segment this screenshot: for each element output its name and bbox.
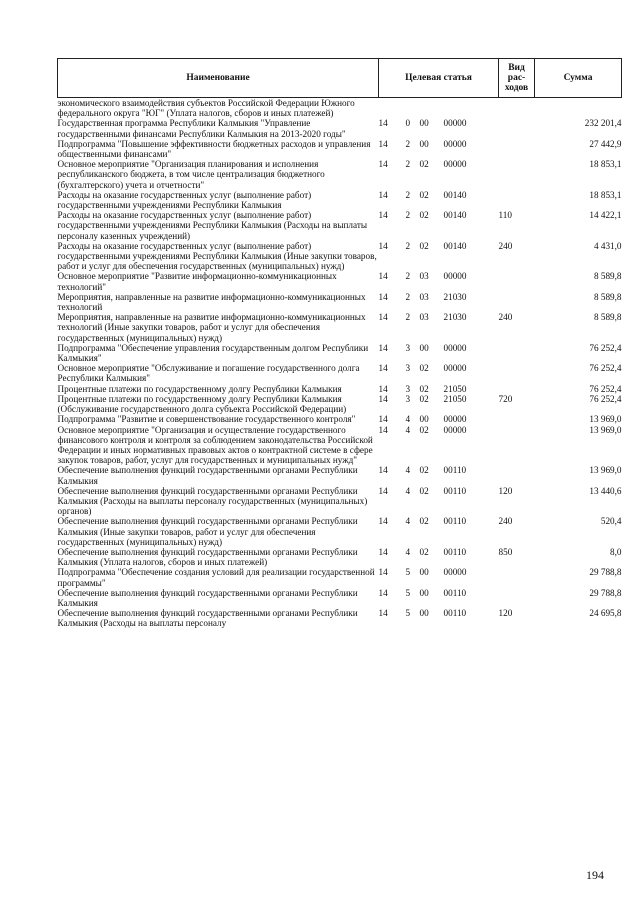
row-expense-type bbox=[499, 98, 535, 119]
row-program-code: 14 bbox=[378, 210, 388, 221]
header-sum: Сумма bbox=[535, 59, 622, 98]
row-activity-code: 00 bbox=[419, 608, 429, 619]
row-direction-code: 21030 bbox=[443, 312, 467, 323]
row-sum: 76 252,4 bbox=[589, 383, 622, 394]
row-direction-code: 21030 bbox=[443, 291, 467, 302]
row-name: Расходы на оказание государственных услуг (выполнение работ) государственными учреждениями Республики Калмыкия (Иные закупки товаров, работ и услуг для обеспечения государственных (муниципальных) нужд) bbox=[57, 240, 377, 272]
table-row bbox=[58, 118, 622, 138]
header-expense-type bbox=[499, 59, 535, 98]
row-expense-type bbox=[499, 139, 535, 159]
row-sum: 4 431,0 bbox=[593, 240, 622, 251]
row-subprogram-code: 4 bbox=[405, 546, 411, 557]
row-subprogram-code: 2 bbox=[405, 159, 411, 170]
row-direction-code: 21050 bbox=[443, 393, 467, 404]
table-row bbox=[58, 394, 622, 414]
row-sum: 13 440,6 bbox=[589, 485, 622, 496]
row-program-code: 14 bbox=[378, 118, 388, 129]
row-expense-type bbox=[499, 588, 535, 608]
table-row bbox=[58, 425, 622, 466]
table-row bbox=[58, 486, 622, 517]
row-activity-code: 00 bbox=[419, 567, 429, 578]
row-subprogram-code: 5 bbox=[405, 567, 411, 578]
row-direction-code: 00000 bbox=[443, 424, 467, 435]
row-direction-code: 00140 bbox=[443, 240, 467, 251]
table-row bbox=[58, 547, 622, 567]
row-subprogram-code: 2 bbox=[405, 210, 411, 221]
row-activity-code: 00 bbox=[419, 118, 429, 129]
row-activity-code: 00 bbox=[419, 342, 429, 353]
row-program-code: 14 bbox=[378, 159, 388, 170]
row-name: Обеспечение выполнения функций государственными органами Республики Калмыкия (Расходы на выплаты персоналу bbox=[57, 608, 358, 629]
row-program-code: 14 bbox=[378, 383, 388, 394]
row-subprogram-code: 0 bbox=[405, 118, 411, 129]
table-row bbox=[58, 139, 622, 159]
table-row bbox=[58, 363, 622, 383]
row-program-code: 14 bbox=[378, 240, 388, 251]
row-direction-code: 00000 bbox=[443, 138, 467, 149]
row-subprogram-code: 2 bbox=[405, 271, 411, 282]
row-name: экономического взаимодействия субъектов Российской Федерации Южного федерального округа "ЮГ" (Уплата налогов, сборов и иных платежей) bbox=[57, 98, 355, 119]
row-direction-code: 00000 bbox=[443, 567, 467, 578]
row-name: Подпрограмма "Повышение эффективности бюджетных расходов и управления общественными финансами" bbox=[57, 138, 371, 160]
row-activity-code: 03 bbox=[419, 312, 429, 323]
row-subprogram-code: 4 bbox=[405, 485, 411, 496]
row-activity-code: 02 bbox=[419, 159, 429, 170]
table-row bbox=[58, 567, 622, 587]
row-subprogram-code: 4 bbox=[405, 465, 411, 476]
header-target-article: Целевая статья bbox=[379, 59, 499, 98]
row-sum: 14 422,1 bbox=[589, 210, 622, 221]
row-expense-type bbox=[499, 567, 535, 587]
row-name: Основное мероприятие "Организация планирования и исполнения республиканского бюджета, в том числе централизация бюджетного (бухгалтерского) учета и отчетности" bbox=[57, 159, 325, 190]
row-direction-code bbox=[444, 98, 499, 119]
row-activity-code bbox=[420, 98, 444, 119]
row-subprogram-code: 3 bbox=[405, 383, 411, 394]
row-direction-code: 00140 bbox=[443, 210, 467, 221]
row-direction-code: 00000 bbox=[443, 414, 467, 425]
row-program-code: 14 bbox=[378, 363, 388, 374]
row-name: Обеспечение выполнения функций государственными органами Республики Калмыкия bbox=[57, 465, 358, 486]
row-program-code: 14 bbox=[378, 291, 388, 302]
row-expense-type bbox=[499, 414, 535, 424]
row-expense-type bbox=[499, 292, 535, 312]
page-number: 194 bbox=[586, 868, 604, 882]
row-expense-type: 240 bbox=[498, 516, 513, 527]
row-expense-type: 240 bbox=[498, 312, 513, 323]
row-name: Основное мероприятие "Обслуживание и погашение государственного долга Республики Калмыкия" bbox=[57, 363, 360, 384]
row-subprogram-code: 2 bbox=[405, 312, 411, 323]
row-expense-type bbox=[499, 271, 535, 291]
row-direction-code: 00110 bbox=[443, 465, 467, 476]
row-activity-code: 02 bbox=[419, 516, 429, 527]
table-row bbox=[58, 343, 622, 363]
row-name: Государственная программа Республики Калмыкия "Управление государственными финансами Республики Калмыкия на 2013-2020 годы" bbox=[57, 118, 346, 139]
row-subprogram-code: 4 bbox=[405, 516, 411, 527]
row-program-code bbox=[379, 98, 406, 119]
row-program-code: 14 bbox=[378, 424, 388, 435]
row-sum: 8 589,8 bbox=[593, 271, 622, 282]
row-expense-type bbox=[499, 159, 535, 190]
row-direction-code: 00000 bbox=[443, 271, 467, 282]
row-name: Мероприятия, направленные на развитие информационно-коммуникационных технологий (Иные закупки товаров, работ и услуг для обеспечения государственных (муниципальных) нужд) bbox=[57, 312, 366, 343]
table-row bbox=[58, 271, 622, 291]
row-direction-code: 00110 bbox=[443, 587, 467, 598]
row-activity-code: 00 bbox=[419, 138, 429, 149]
row-program-code: 14 bbox=[378, 587, 388, 598]
table-row bbox=[58, 292, 622, 312]
table-body bbox=[58, 98, 622, 629]
row-subprogram-code: 2 bbox=[405, 240, 411, 251]
table-row bbox=[58, 516, 622, 547]
row-program-code: 14 bbox=[378, 516, 388, 527]
row-expense-type bbox=[499, 384, 535, 394]
row-expense-type bbox=[499, 363, 535, 383]
table-row bbox=[58, 190, 622, 210]
header-expense-type-line3: ходов bbox=[504, 83, 529, 93]
row-sum: 76 252,4 bbox=[589, 342, 622, 353]
row-activity-code: 02 bbox=[419, 363, 429, 374]
header-name: Наименование bbox=[58, 59, 379, 98]
row-name: Подпрограмма "Обеспечение управления государственным долгом Республики Калмыкия" bbox=[57, 342, 369, 364]
row-direction-code: 00110 bbox=[443, 485, 467, 496]
row-sum: 29 788,8 bbox=[589, 567, 622, 578]
row-expense-type: 120 bbox=[498, 485, 513, 496]
row-name: Мероприятия, направленные на развитие информационно-коммуникационных технологий bbox=[57, 291, 366, 313]
row-program-code: 14 bbox=[378, 138, 388, 149]
row-program-code: 14 bbox=[378, 546, 388, 557]
row-activity-code: 00 bbox=[419, 587, 429, 598]
row-direction-code: 00110 bbox=[443, 516, 467, 527]
row-subprogram-code: 2 bbox=[405, 291, 411, 302]
row-name: Расходы на оказание государственных услуг (выполнение работ) государственными учреждениями Республики Калмыкия bbox=[57, 189, 312, 211]
row-sum: 13 969,0 bbox=[589, 465, 622, 476]
row-expense-type: 110 bbox=[498, 210, 512, 221]
row-sum: 8 589,8 bbox=[593, 291, 622, 302]
row-expense-type bbox=[499, 425, 535, 466]
row-direction-code: 00000 bbox=[443, 159, 467, 170]
row-activity-code: 02 bbox=[419, 383, 429, 394]
table-row bbox=[58, 210, 622, 241]
row-activity-code: 03 bbox=[419, 271, 429, 282]
row-program-code: 14 bbox=[378, 567, 388, 578]
row-expense-type bbox=[499, 465, 535, 485]
row-activity-code: 02 bbox=[419, 210, 429, 221]
row-sum: 18 853,1 bbox=[589, 159, 622, 170]
row-sum: 8,0 bbox=[610, 546, 622, 557]
row-expense-type: 720 bbox=[498, 393, 513, 404]
row-name: Процентные платежи по государственному долгу Республики Калмыкия bbox=[57, 383, 342, 394]
row-name: Основное мероприятие "Развитие информационно-коммуникационных технологий" bbox=[57, 271, 337, 292]
row-expense-type bbox=[499, 343, 535, 363]
row-name: Подпрограмма "Обеспечение создания условий для реализации государственной программы" bbox=[57, 567, 375, 588]
row-program-code: 14 bbox=[378, 312, 388, 323]
row-subprogram-code: 5 bbox=[405, 608, 411, 619]
row-sum: 8 589,8 bbox=[593, 312, 622, 323]
row-subprogram-code: 3 bbox=[405, 393, 411, 404]
row-subprogram-code bbox=[406, 98, 420, 119]
row-name: Обеспечение выполнения функций государственными органами Республики Калмыкия (Расходы на выплаты персоналу государственных (муниципальных) органов) bbox=[57, 485, 368, 517]
table-row bbox=[58, 159, 622, 190]
header-expense-type-line2: рас- bbox=[507, 73, 526, 83]
row-sum: 232 201,4 bbox=[584, 118, 622, 129]
row-program-code: 14 bbox=[378, 393, 388, 404]
row-sum bbox=[535, 98, 622, 119]
row-activity-code: 02 bbox=[419, 546, 429, 557]
table-header bbox=[58, 59, 622, 98]
row-name: Процентные платежи по государственному долгу Республики Калмыкия (Обслуживание государственного долга субъекта Российской Федерации) bbox=[57, 393, 347, 415]
row-sum: 13 969,0 bbox=[589, 424, 622, 435]
row-sum: 29 788,8 bbox=[589, 587, 622, 598]
row-expense-type: 240 bbox=[498, 240, 513, 251]
row-direction-code: 00110 bbox=[443, 608, 467, 619]
row-sum: 27 442,9 bbox=[589, 138, 622, 149]
row-sum: 76 252,4 bbox=[589, 363, 622, 374]
header-expense-type-line1: Вид bbox=[508, 63, 525, 73]
table-row bbox=[58, 588, 622, 608]
table-row bbox=[58, 608, 622, 628]
row-direction-code: 21050 bbox=[443, 383, 467, 394]
row-activity-code: 02 bbox=[419, 240, 429, 251]
row-name: Обеспечение выполнения функций государственными органами Республики Калмыкия bbox=[57, 587, 358, 608]
row-sum: 18 853,1 bbox=[589, 189, 622, 200]
row-program-code: 14 bbox=[378, 342, 388, 353]
row-name: Подпрограмма "Развитие и совершенствование государственного контроля" bbox=[57, 414, 356, 425]
row-direction-code: 00000 bbox=[443, 363, 467, 374]
table-row bbox=[58, 384, 622, 394]
row-activity-code: 03 bbox=[419, 291, 429, 302]
row-sum: 76 252,4 bbox=[589, 393, 622, 404]
row-subprogram-code: 4 bbox=[405, 424, 411, 435]
row-activity-code: 02 bbox=[419, 393, 429, 404]
row-activity-code: 02 bbox=[419, 189, 429, 200]
table-row bbox=[58, 241, 622, 272]
row-name: Обеспечение выполнения функций государственными органами Республики Калмыкия (Уплата налогов, сборов и иных платежей) bbox=[57, 546, 358, 568]
row-sum: 13 969,0 bbox=[589, 414, 622, 425]
row-subprogram-code: 3 bbox=[405, 342, 411, 353]
row-activity-code: 02 bbox=[419, 485, 429, 496]
row-activity-code: 00 bbox=[419, 414, 429, 425]
row-direction-code: 00000 bbox=[443, 118, 467, 129]
row-program-code: 14 bbox=[378, 608, 388, 619]
row-subprogram-code: 2 bbox=[405, 189, 411, 200]
row-expense-type bbox=[499, 118, 535, 138]
row-name: Основное мероприятие "Организация и осуществление государственного финансового контроля и контроля за соблюдением законодательства Российской Федерации и иных нормативных правовых актов о контрактной системе в сфере закупок товаров, работ, услуг для государственных и муниципальных нужд" bbox=[57, 424, 373, 466]
row-subprogram-code: 3 bbox=[405, 363, 411, 374]
table-row bbox=[58, 312, 622, 343]
row-program-code: 14 bbox=[378, 465, 388, 476]
row-program-code: 14 bbox=[378, 485, 388, 496]
row-activity-code: 02 bbox=[419, 424, 429, 435]
table-row bbox=[58, 98, 622, 119]
row-sum: 520,4 bbox=[600, 516, 622, 527]
row-sum: 24 695,8 bbox=[589, 608, 622, 619]
row-subprogram-code: 5 bbox=[405, 587, 411, 598]
row-direction-code: 00110 bbox=[443, 546, 467, 557]
row-program-code: 14 bbox=[378, 271, 388, 282]
row-subprogram-code: 4 bbox=[405, 414, 411, 425]
row-expense-type: 850 bbox=[498, 546, 513, 557]
row-direction-code: 00140 bbox=[443, 189, 467, 200]
row-direction-code: 00000 bbox=[443, 342, 467, 353]
row-name: Обеспечение выполнения функций государственными органами Республики Калмыкия (Иные закупки товаров, работ и услуг для обеспечения государственных (муниципальных) нужд) bbox=[57, 516, 358, 547]
row-name: Расходы на оказание государственных услуг (выполнение работ) государственными учреждениями Республики Калмыкия (Расходы на выплаты персоналу казенных учреждений) bbox=[57, 210, 368, 241]
row-program-code: 14 bbox=[378, 189, 388, 200]
row-activity-code: 02 bbox=[419, 465, 429, 476]
budget-table bbox=[57, 58, 622, 629]
row-program-code: 14 bbox=[378, 414, 388, 425]
table-row bbox=[58, 465, 622, 485]
table-row bbox=[58, 414, 622, 424]
row-expense-type: 120 bbox=[498, 608, 513, 619]
row-subprogram-code: 2 bbox=[405, 138, 411, 149]
row-expense-type bbox=[499, 190, 535, 210]
